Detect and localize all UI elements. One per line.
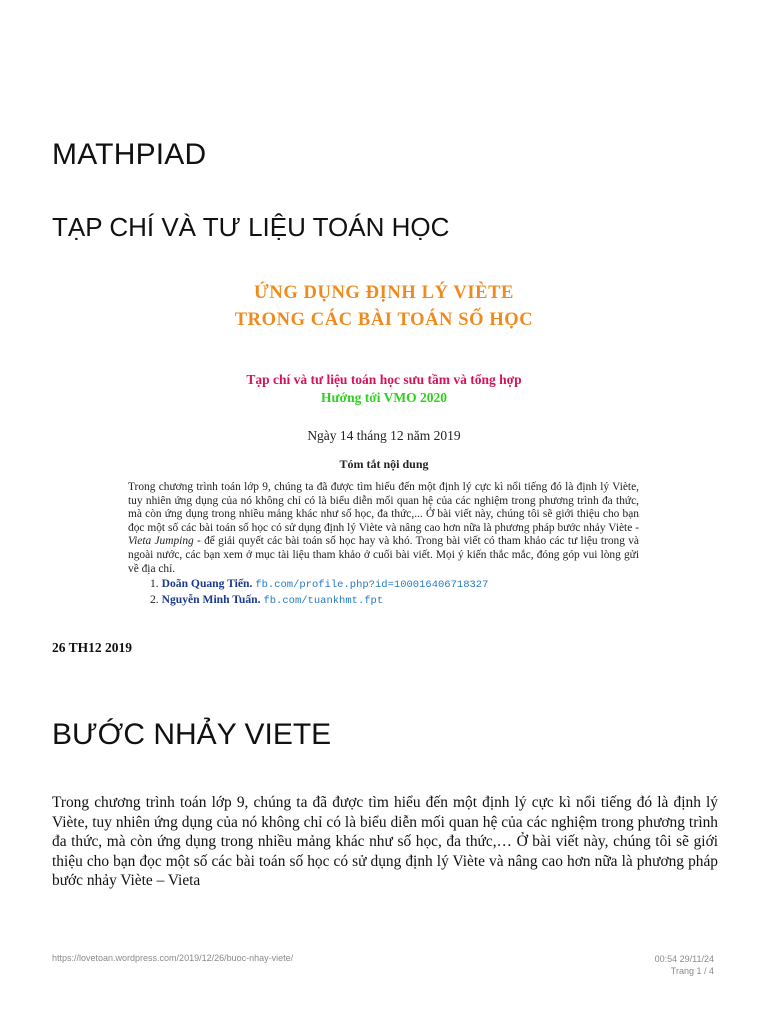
paper-preview-image — [120, 278, 648, 607]
paper-abstract-title: Tóm tắt nội dung — [339, 457, 429, 471]
paper-abstract — [128, 481, 639, 576]
paper-title — [120, 280, 648, 334]
paper-subtitle — [120, 371, 648, 407]
footer-meta — [655, 953, 714, 977]
author-name: Doãn Quang Tiến. — [161, 577, 253, 591]
author-link: fb.com/profile.php?id=100016406718327 — [255, 579, 489, 592]
author-number: 2. — [150, 592, 159, 606]
post-title[interactable]: BƯỚC NHẢY VIETE — [52, 718, 332, 751]
author-item — [150, 577, 648, 593]
post-body: Trong chương trình toán lớp 9, chúng ta đã được tìm hiểu đến một định lý cực kì nổi tiếng đó là định lý Viète, tuy nhiên ứng dụng của nó không chỉ có là biểu diễn mối quan hệ của các nghiệm trong phương trình đa thức, mà còn ứng dụng trong nhiều mảng khác như số học, đa thức,… Ở bài viết này, chúng tôi sẽ giới thiệu cho bạn đọc một số các bài toán số học có sử dụng định lý Viète và nâng cao hơn nữa là phương pháp bước nhảy Viète – Vieta — [52, 794, 718, 889]
site-tagline: TẠP CHÍ VÀ TƯ LIỆU TOÁN HỌC — [52, 212, 450, 242]
footer-timestamp: 00:54 29/11/24 — [654, 954, 714, 964]
author-link: fb.com/tuankhmt.fpt — [263, 594, 384, 607]
site-title[interactable]: MATHPIAD — [52, 138, 207, 171]
paper-target-line: Hướng tới VMO 2020 — [321, 390, 447, 405]
paper-abstract-italic: Vieta Jumping — [128, 535, 194, 548]
paper-title-line-2: TRONG CÁC BÀI TOÁN SỐ HỌC — [234, 310, 534, 330]
paper-title-line-1: ỨNG DỤNG ĐỊNH LÝ VIÈTE — [254, 283, 514, 303]
author-number: 1. — [150, 577, 159, 591]
paper-abstract-text-1: Trong chương trình toán lớp 9, chúng ta đã được tìm hiểu đến một định lý cực kì nổi tiếng đó là định lý Viète, tuy nhiên ứng dụng của nó không chỉ có là biểu diễn mối quan hệ của các nghiệm trong phương trình đa thức, mà còn ứng dụng trong nhiều mảng khác như số học, đa thức,... Ở bài viết này, chúng tôi sẽ giới thiệu cho bạn đọc một số các bài toán số học có sử dụng định lý Viète và nâng cao hơn nữa là phương pháp bước nhảy Viète - — [128, 481, 639, 534]
footer-page-number: Trang 1 / 4 — [670, 966, 714, 976]
author-item — [150, 593, 648, 609]
paper-source-line: Tạp chí và tư liệu toán học sưu tầm và tổng hợp — [246, 372, 522, 387]
post-date[interactable]: 26 TH12 2019 — [52, 640, 133, 655]
paper-date: Ngày 14 tháng 12 năm 2019 — [307, 428, 461, 443]
paper-abstract-text-2: - để giải quyết các bài toán số học hay và khó. Trong bài viết có tham khảo các tư liệu trong và ngoài nước, các bạn xem ở mục tài liệu tham khảo ở cuối bài viết. Mọi ý kiến thắc mắc, đóng góp vui lòng gửi về địa chỉ. — [128, 535, 639, 575]
author-name: Nguyễn Minh Tuấn. — [161, 592, 261, 606]
paper-authors — [150, 577, 648, 608]
footer-url: https://lovetoan.wordpress.com/2019/12/26/buoc-nhay-viete/ — [52, 953, 294, 963]
